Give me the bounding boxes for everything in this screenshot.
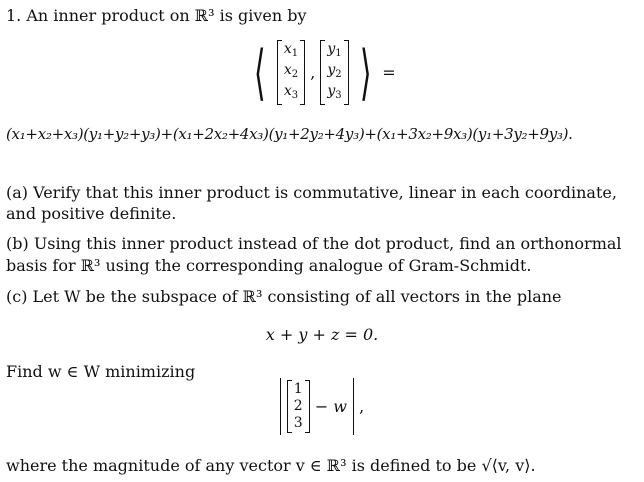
norm-comma: , (359, 397, 365, 416)
right-angle-bracket: ⟩ (359, 37, 372, 108)
v3: 3 (293, 415, 303, 431)
v2: 2 (293, 398, 303, 414)
vector-x (277, 40, 305, 105)
minimization-expression (0, 378, 644, 448)
vector-v (287, 380, 310, 433)
x1: $x_1$ (283, 41, 299, 59)
x2: $x_2$ (283, 62, 299, 80)
norm-bars (280, 378, 354, 435)
y2: $y_2$ (327, 62, 342, 80)
magnitude-text: where the magnitude of any vector v ∈ ℝ³ is defined to be √⟨v, v⟩. (6, 456, 536, 475)
minus-w: − w (314, 397, 347, 416)
inner-product-formula: (x₁+x₂+x₃)(y₁+y₂+y₃)+(x₁+2x₂+4x₃)(y₁+2y₂+4y₃)+(x₁+3x₂+9x₃)(y₁+3y₂+9y₃). (6, 125, 573, 143)
equals-sign: = (382, 63, 396, 82)
y1: $y_1$ (327, 41, 342, 59)
plane-equation: x + y + z = 0. (265, 325, 379, 344)
v1: 1 (293, 381, 303, 397)
y3: $y_3$ (327, 83, 342, 101)
part-b-line2: basis for ℝ³ using the corresponding analogue of Gram-Schmidt. (6, 256, 532, 275)
part-a-line1: (a) Verify that this inner product is commutative, linear in each coordinate, (6, 183, 617, 202)
part-c-line1: (c) Let W be the subspace of ℝ³ consisting of all vectors in the plane (6, 287, 562, 306)
problem-intro: 1. An inner product on ℝ³ is given by (6, 6, 307, 25)
left-angle-bracket: ⟨ (254, 37, 266, 108)
part-b-line1: (b) Using this inner product instead of the dot product, find an orthonormal (6, 234, 622, 253)
find-text: Find w ∈ W minimizing (6, 362, 196, 381)
inner-product-notation: ⟨ $x_1$ $x_2$ $x_3$ , $y_1$ $y_2$ $y_3$ ⟩ = (254, 37, 396, 108)
part-a-line2: and positive definite. (6, 204, 177, 223)
vector-y (320, 40, 348, 105)
x3: $x_3$ (283, 83, 299, 101)
